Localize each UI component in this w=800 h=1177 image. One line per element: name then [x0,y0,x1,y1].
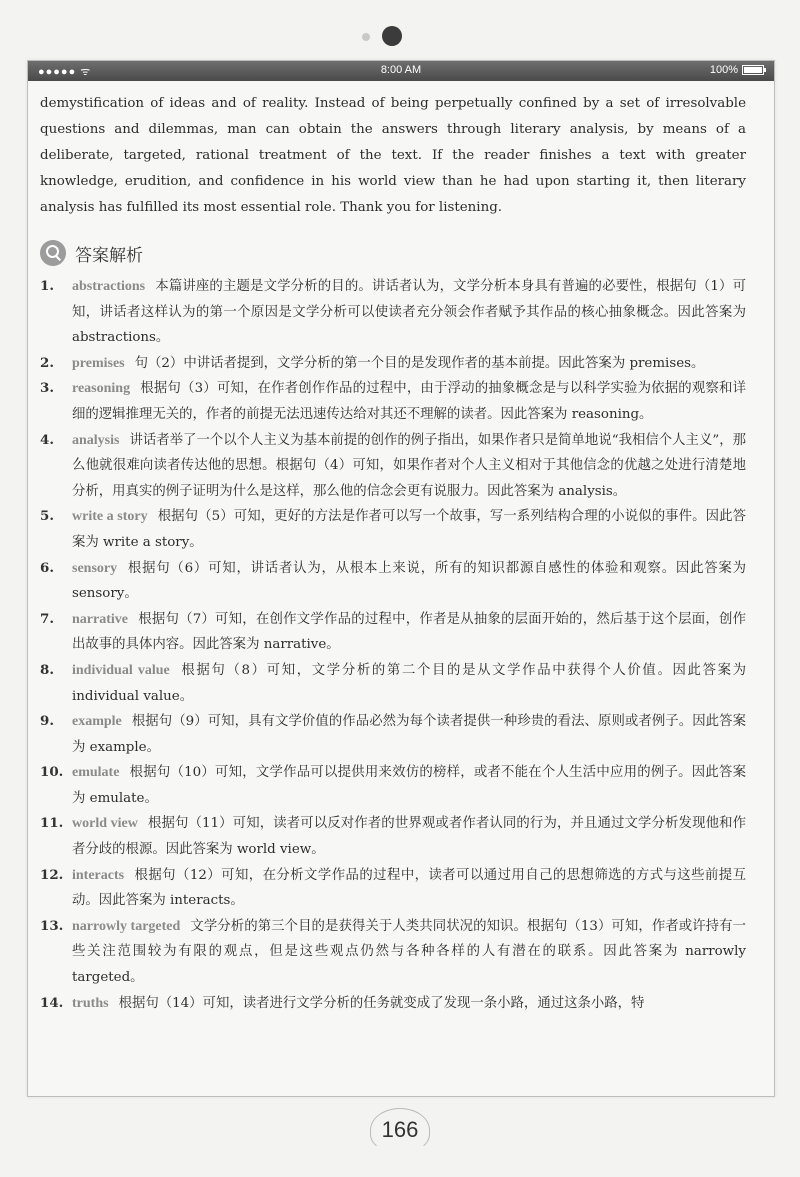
status-time: 8:00 AM [380,64,422,76]
camera-lens [382,26,402,46]
answer-item [40,428,746,505]
status-bar [28,61,774,81]
answer-item [40,863,746,914]
answer-item [40,504,746,555]
answer-item [40,991,746,1017]
answer-number: 6. [40,559,54,576]
answer-item [40,376,746,427]
answer-key: narrowly targeted [72,918,181,934]
answer-key: write a story [72,509,148,525]
answer-number: 8. [40,661,54,678]
intro-paragraph: demystification of ideas and of reality. Instead of being perpetually confined by a set of irresolvable questions and dilemmas, man can obtain the answers through literary analysis, by means of a deliberate, targeted, rational treatment of the text. If the reader finishes a text with greater knowledge, erudition, and confidence in his world view than he had upon starting it, then literary analysis has fulfilled its most essential role. Thank you for listening. [40,96,746,215]
answer-item [40,556,746,607]
answer-item [40,914,746,991]
answer-key: emulate [72,765,120,781]
answer-explanation: 根据句（8）可知，文学分析的第二个目的是从文学作品中获得个人价值。因此答案为 individual value。 [72,662,746,704]
section-header [40,240,746,266]
answer-key: sensory [72,560,118,576]
answer-explanation: 本篇讲座的主题是文学分析的目的。讲话者认为，文学分析本身具有普遍的必要性，根据句（1）可知，讲话者这样认为的第一个原因是文学分析可以使读者充分领会作者赋予其作品的核心抽象概念。因此答案为 abstractions。 [72,279,746,346]
answer-list [40,274,746,1016]
answer-number: 7. [40,610,54,627]
page-number: 166 [381,1117,419,1142]
answer-number: 3. [40,380,54,397]
answer-key: individual value [72,662,170,678]
answer-key: analysis [72,432,120,448]
answer-key: abstractions [72,279,146,294]
answer-number: 4. [40,431,54,448]
answer-explanation: 根据句（7）可知，在创作文学作品的过程中，作者是从抽象的层面开始的，然后基于这个层面，创作出故事的具体内容。因此答案为 narrative。 [72,611,746,653]
page-content [40,91,746,1016]
answer-explanation: 根据句（5）可知，更好的方法是作者可以写一个故事，写一系列结构合理的小说似的事件。因此答案为 write a story。 [72,509,746,550]
battery-percent: 100% [709,64,738,76]
answer-explanation: 根据句（9）可知，具有文学价值的作品必然为每个读者提供一种珍贵的看法、原则或者例子。因此答案为 example。 [72,714,746,755]
answer-key: reasoning [72,381,131,397]
section-title: 答案解析 [75,245,143,266]
answer-number: 5. [40,508,54,525]
battery-status [710,64,764,76]
answer-item [40,709,746,760]
answer-number: 14. [40,994,64,1011]
answer-number: 11. [40,815,64,832]
answer-explanation: 根据句（12）可知，在分析文学作品的过程中，读者可以通过用自己的思想筛选的方式与这些前提互动。因此答案为 interacts。 [72,867,746,909]
answer-explanation: 根据句（6）可知，讲话者认为，从根本上来说，所有的知识都源自感性的体验和观察。因此答案为 sensory。 [72,560,746,602]
magnifier-icon [40,240,66,266]
answer-key: example [72,714,122,730]
answer-explanation: 根据句（11）可知，读者可以反对作者的世界观或者作者认同的行为，并且通过文学分析发现他和作者分歧的根源。因此答案为 world view。 [72,816,746,858]
answer-number: 10. [40,764,64,781]
answer-item [40,760,746,811]
answer-explanation: 文学分析的第三个目的是获得关于人类共同状况的知识。根据句（13）可知，作者或许持有一些关注范围较为有限的观点，但是这些观点仍然与各种各样的人有潜在的联系。因此答案为 narrowly targeted。 [72,918,746,986]
answer-key: interacts [72,867,125,883]
answer-number: 13. [40,917,64,934]
answer-item [40,351,746,377]
answer-item [40,607,746,658]
answer-explanation: 根据句（10）可知，文学作品可以提供用来效仿的榜样，或者不能在个人生活中应用的例子。因此答案为 emulate。 [72,765,746,806]
signal-indicator: ●●●●● ᯤ [38,66,92,78]
answer-item [40,274,746,351]
answer-key: world view [72,816,138,832]
answer-explanation: 句（2）中讲话者提到，文学分析的第一个目的是发现作者的基本前提。因此答案为 premises。 [134,355,705,371]
answer-explanation: 讲话者举了一个以个人主义为基本前提的创作的例子指出，如果作者只是简单地说“我相信个人主义”，那么他就很难向读者传达他的思想。根据句（4）可知，如果作者对个人主义相对于其他信念的优越之处进行清楚地分析，用真实的例子证明为什么是这样，那么他的信念会更有说服力。因此答案为 analysis。 [72,432,746,499]
answer-key: truths [72,995,109,1011]
camera-indicator-dot [362,33,370,41]
answer-key: narrative [72,611,128,627]
answer-number: 9. [40,713,54,730]
answer-key: premises [72,355,125,371]
device-screen [27,60,775,1097]
answer-number: 2. [40,354,54,371]
answer-explanation: 根据句（14）可知，读者进行文学分析的任务就变成了发现一条小路，通过这条小路，特 [118,995,645,1011]
answer-explanation: 根据句（3）可知，在作者创作作品的过程中，由于浮动的抽象概念是与以科学实验为依据的观察和详细的逻辑推理无关的，作者的前提无法迅速传达给对其还不理解的读者。因此答案为 reasoning。 [72,381,746,422]
answer-number: 12. [40,866,64,883]
answer-item [40,811,746,862]
answer-item [40,658,746,709]
page-number-badge [370,1108,430,1152]
battery-icon [742,65,764,75]
answer-number: 1. [40,278,54,294]
